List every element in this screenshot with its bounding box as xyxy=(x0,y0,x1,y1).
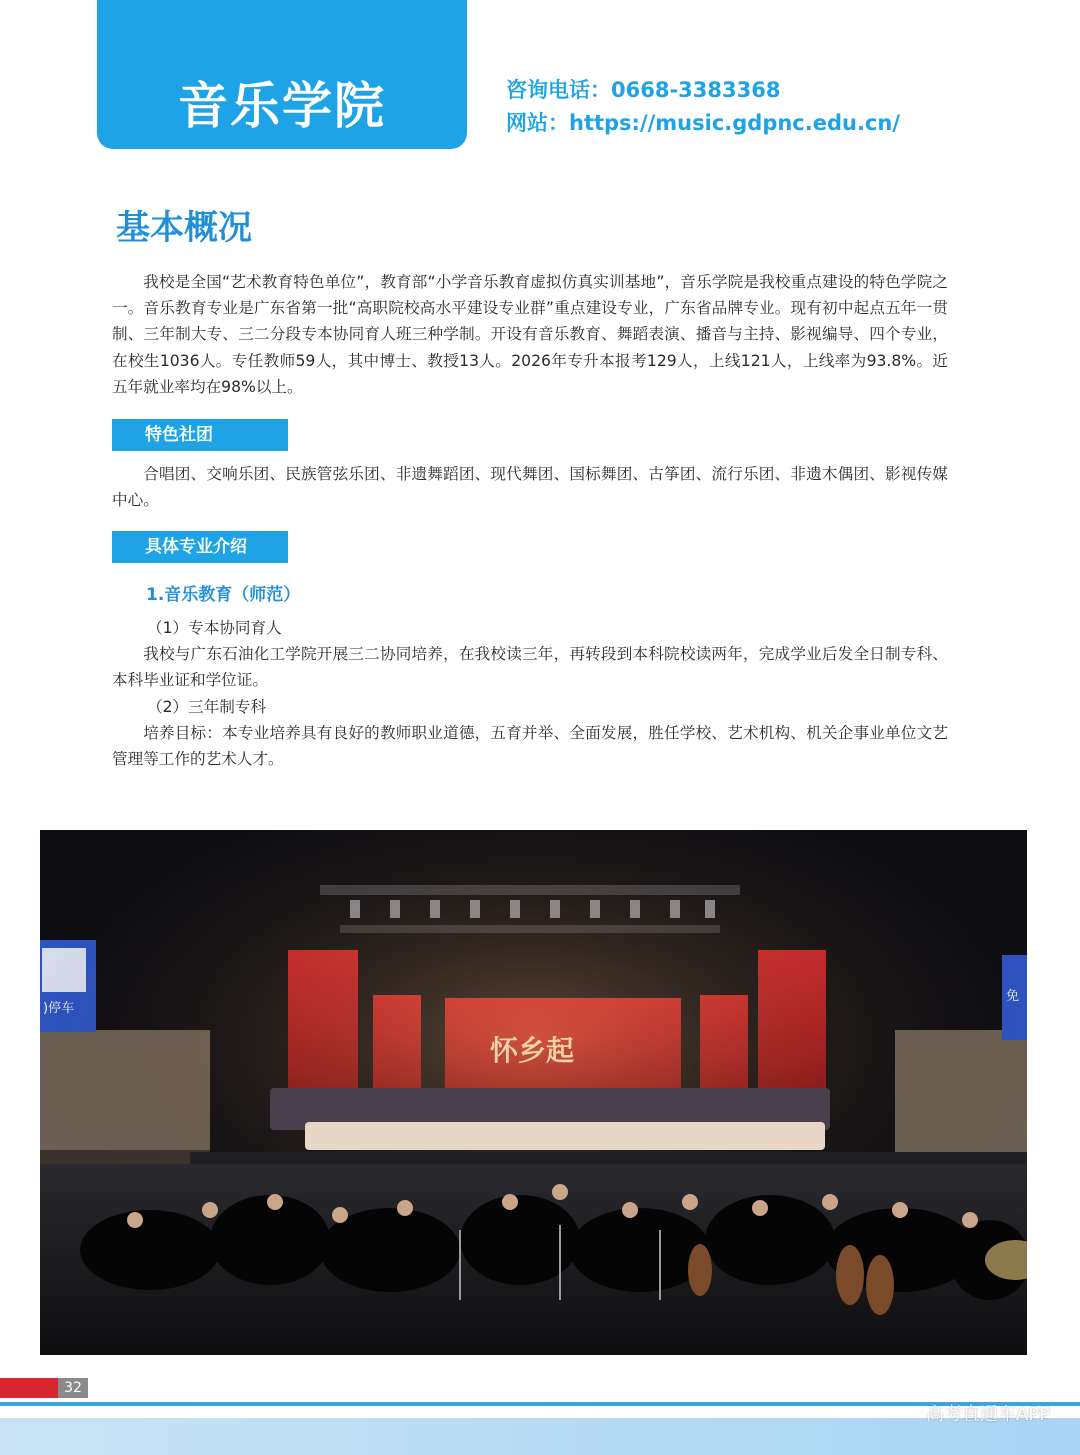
clubs-paragraph: 合唱团、交响乐团、民族管弦乐团、非遗舞蹈团、现代舞团、国标舞团、古筝团、流行乐团、非遗木偶团、影视传媒中心。 xyxy=(112,465,948,510)
overview-heading: 基本概况 xyxy=(116,208,252,248)
majors-tag: 具体专业介绍 xyxy=(112,531,288,563)
page-title: 音乐学院 xyxy=(178,76,386,135)
website-link[interactable]: 网站：https://music.gdpnc.edu.cn/ xyxy=(506,111,900,135)
concert-photo xyxy=(40,830,1027,1355)
major-1-title: 1.音乐教育（师范） xyxy=(146,585,301,605)
header-title-block xyxy=(97,0,467,149)
stage-performers xyxy=(270,1088,830,1150)
footer-stripe xyxy=(0,1402,1080,1406)
sub2-paragraph: 培养目标：本专业培养具有良好的教师职业道德，五育并举、全面发展，胜任学校、艺术机构、机关企事业单位文艺管理等工作的艺术人才。 xyxy=(112,724,948,769)
clubs-tag: 特色社团 xyxy=(112,419,288,451)
page-number: 32 xyxy=(58,1378,88,1398)
page-number-bar xyxy=(0,1378,58,1398)
watermark: 高考直通车APP xyxy=(925,1404,1050,1425)
contact-info xyxy=(506,74,900,140)
sub2-heading: （2）三年制专科 xyxy=(147,698,267,716)
phone-text: 咨询电话：0668-3383368 xyxy=(506,78,781,102)
footer-band xyxy=(0,1418,1080,1455)
overview-paragraph: 我校是全国“艺术教育特色单位”，教育部“小学音乐教育虚拟仿真实训基地”，音乐学院是我校重点建设的特色学院之一。音乐教育专业是广东省第一批“高职院校高水平建设专业群”重点建设专业，广东省品牌专业。现有初中起点五年一贯制、三年制大专、三二分段专本协同育人班三种学制。开设有音乐教育、舞蹈表演、播音与主持、影视编导、四个专业，在校生1036人。专任教师59人，其中博士、教授13人。2026年专升本报考129人，上线121人，上线率为93.8%。近五年就业率均在98%以上。 xyxy=(112,273,948,396)
concert-photo-illustration xyxy=(40,830,1027,1355)
sub1-paragraph: 我校与广东石油化工学院开展三二协同培养，在我校读三年，再转段到本科院校读两年，完成学业后发全日制专科、本科毕业证和学位证。 xyxy=(112,645,948,690)
sub1-heading: （1）专本协同育人 xyxy=(147,619,282,637)
